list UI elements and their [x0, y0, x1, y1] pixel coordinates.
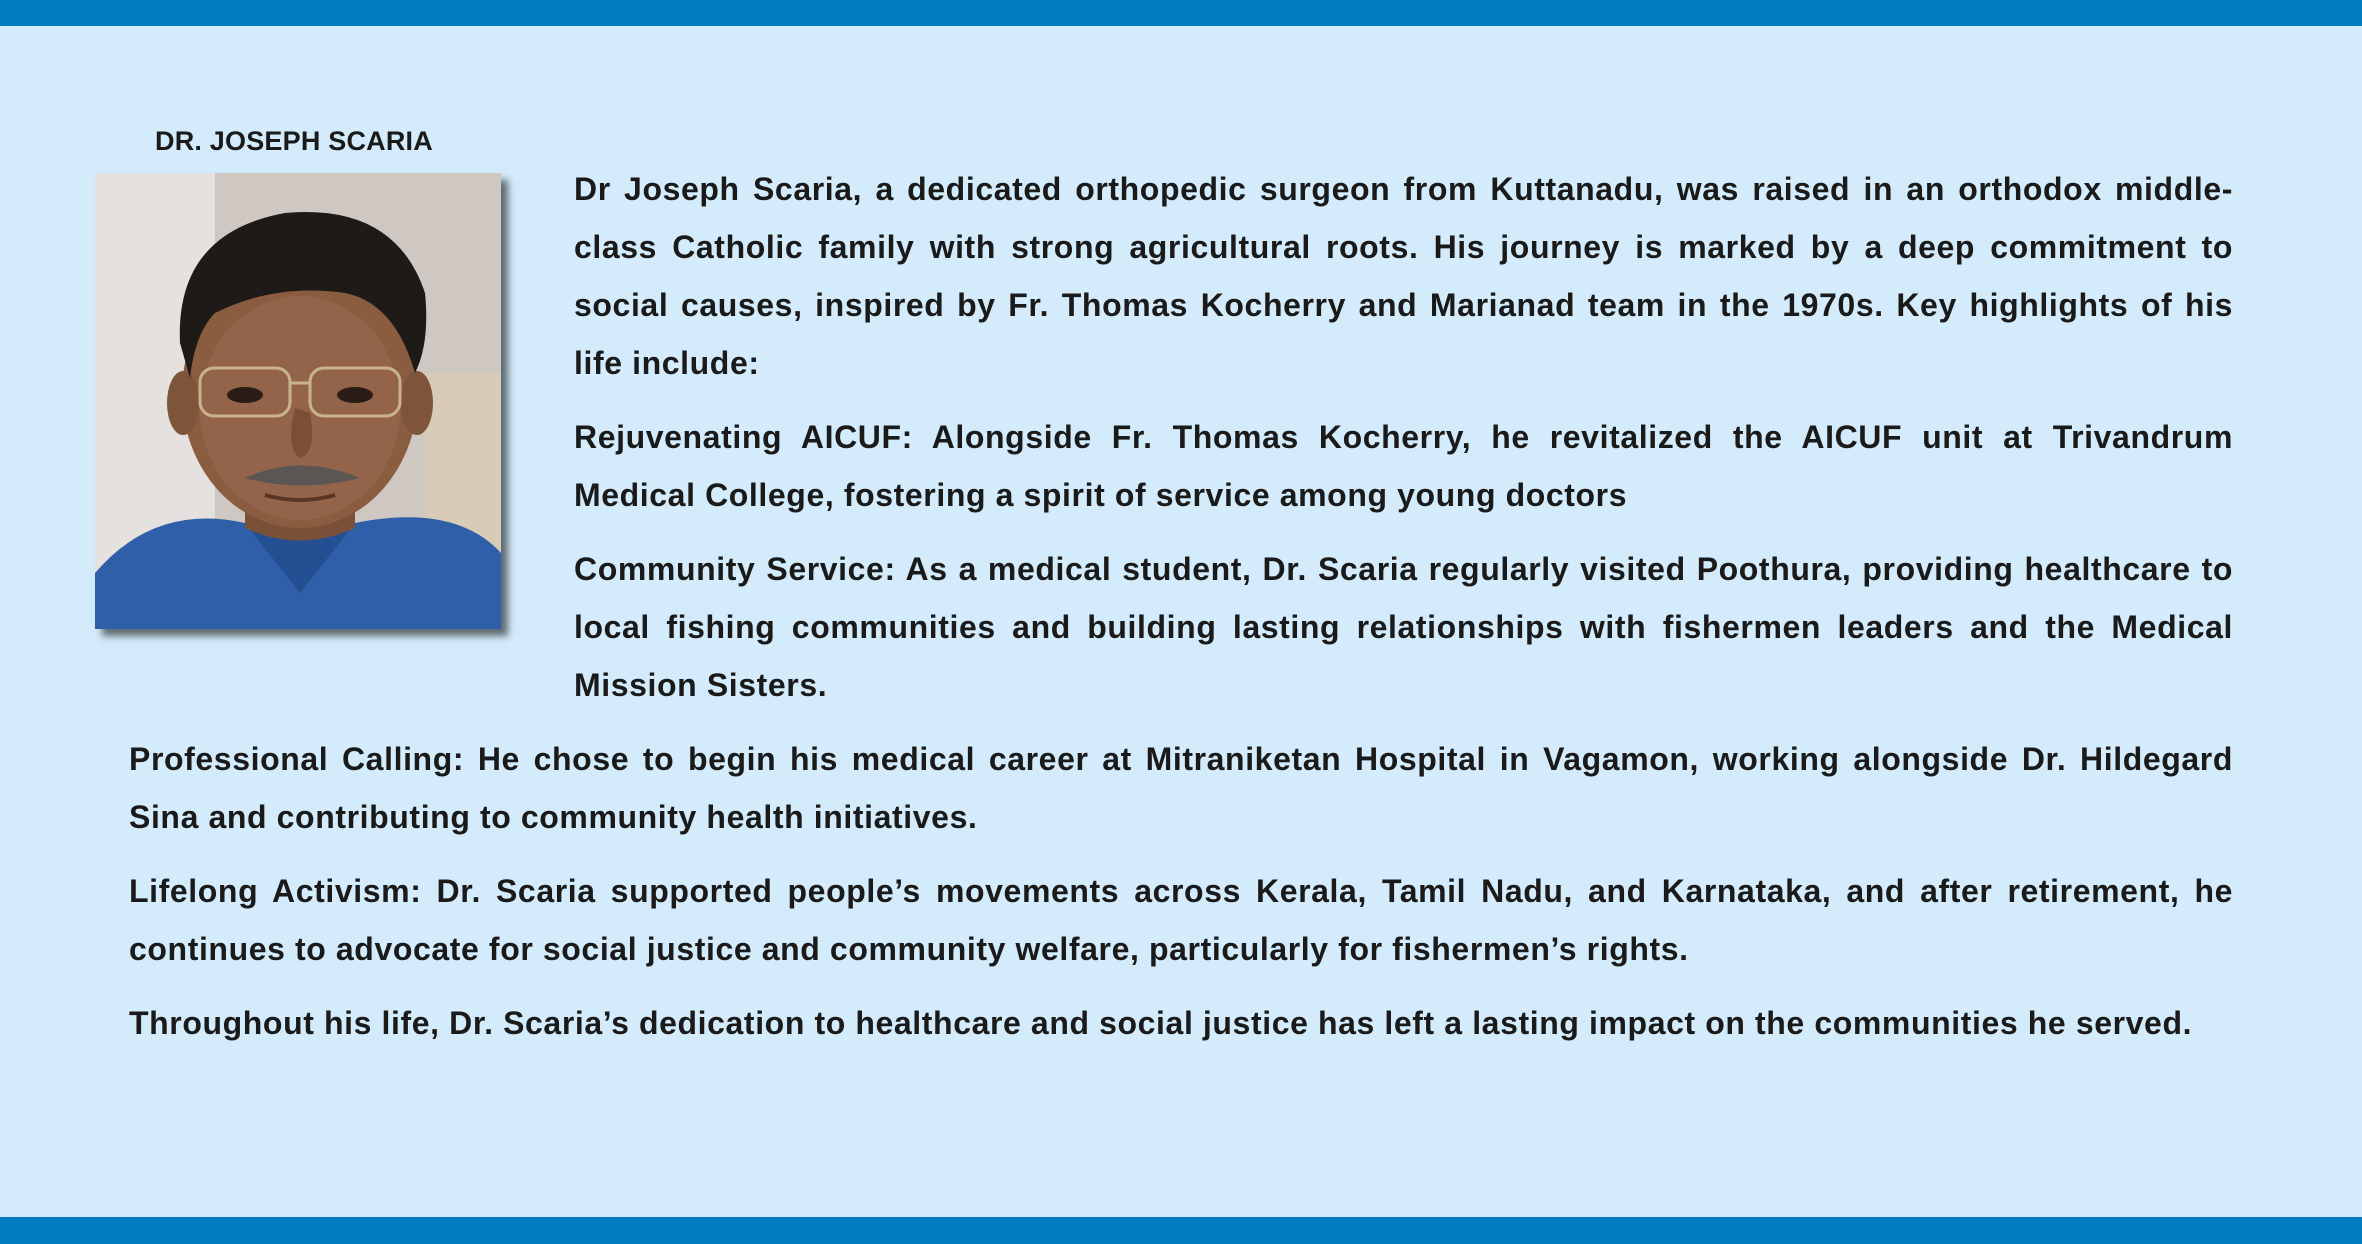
lifelong-activism-paragraph: Lifelong Activism: Dr. Scaria supported people’s movements across Kerala, Tamil Nadu, and Karnataka, and after retirement, he continues to advocate for social justice and community welfare, particularly for fishermen’s rights. — [129, 873, 2233, 967]
community-service-paragraph: Community Service: As a medical student, Dr. Scaria regularly visited Poothura, providing healthcare to local fishing communities and building lasting relationships with fishermen leaders and the Medical Mission Sisters. — [574, 551, 2233, 703]
bottom-border-bar — [0, 1217, 2362, 1244]
professional-calling-paragraph: Professional Calling: He chose to begin his medical career at Mitraniketan Hospital in Vagamon, working alongside Dr. Hildegard Sina and contributing to community health initiatives. — [129, 741, 2233, 835]
closing-paragraph: Throughout his life, Dr. Scaria’s dedication to healthcare and social justice has left a lasting impact on the communities he served. — [129, 1005, 2193, 1041]
aicuf-paragraph: Rejuvenating AICUF: Alongside Fr. Thomas Kocherry, he revitalized the AICUF unit at Trivandrum Medical College, fostering a spirit of service among young doctors — [574, 419, 2233, 513]
top-border-bar — [0, 0, 2362, 26]
photo-spacer — [94, 173, 518, 673]
profile-name-heading: DR. JOSEPH SCARIA — [155, 126, 433, 156]
intro-paragraph: Dr Joseph Scaria, a dedicated orthopedic surgeon from Kuttanadu, was raised in an orthodox middle-class Catholic family with strong agricultural roots. His journey is marked by a deep commitment to social causes, inspired by Fr. Thomas Kocherry and Marianad team in the 1970s. Key highlights of his life include: — [574, 171, 2233, 381]
biography-text — [129, 160, 2233, 1068]
